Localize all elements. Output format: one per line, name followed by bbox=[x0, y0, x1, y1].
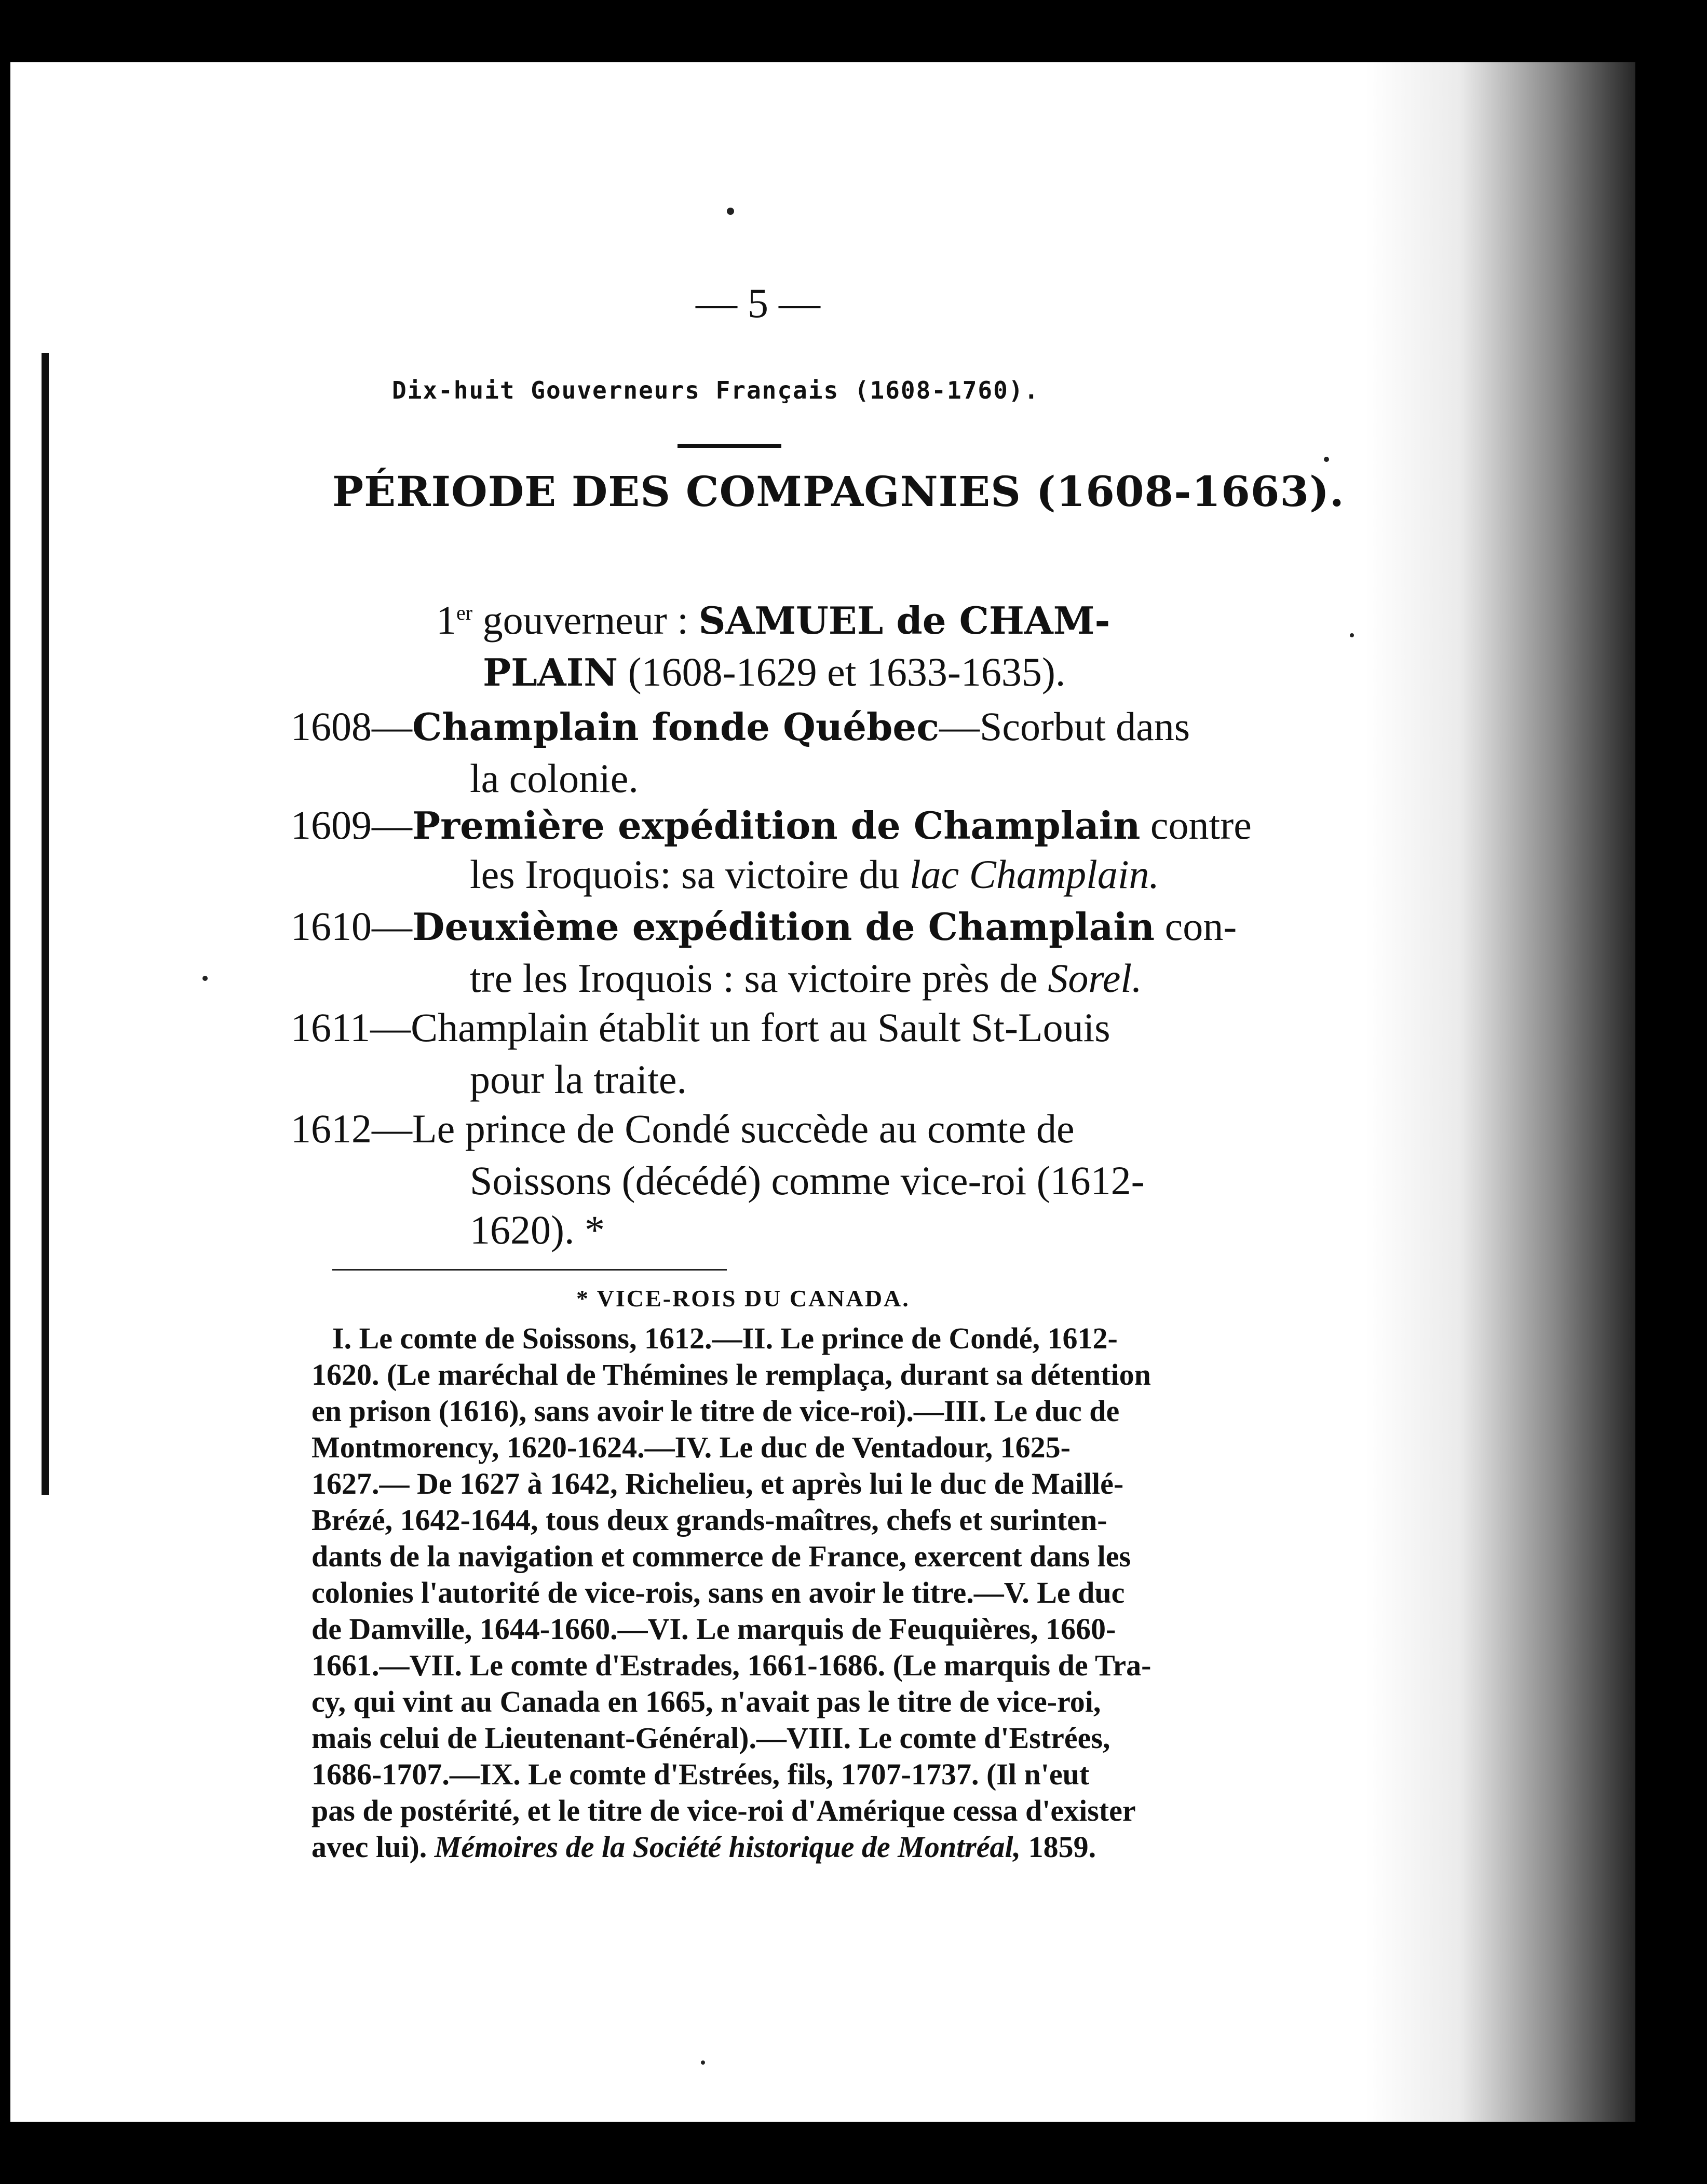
entry-bold: Première expédition de Champlain bbox=[412, 803, 1141, 848]
entry-1608-cont: la colonie. bbox=[470, 756, 639, 801]
scanned-page bbox=[10, 62, 1635, 2122]
entry-1610 bbox=[291, 903, 1237, 950]
footnote-line: mais celui de Lieutenant-Général).—VIII. Le comte d'Estrées, bbox=[311, 1721, 1110, 1755]
footnote-line: I. Le comte de Soissons, 1612.—II. Le prince de Condé, 1612- bbox=[332, 1321, 1118, 1355]
governor-label: gouverneur : bbox=[472, 597, 699, 643]
ordinal-suffix: er bbox=[456, 601, 473, 624]
entry-text: con- bbox=[1155, 904, 1237, 949]
ordinal-number: 1 bbox=[436, 597, 456, 643]
entry-text: les Iroquois: sa victoire du bbox=[470, 852, 910, 897]
entry-1611-cont: pour la traite. bbox=[470, 1057, 687, 1102]
entry-bold: Deuxième expédition de Champlain bbox=[412, 905, 1155, 949]
entry-1612-cont: Soissons (décédé) comme vice-roi (1612- bbox=[470, 1158, 1145, 1203]
entry-year: 1610— bbox=[291, 904, 412, 949]
running-head: Dix-huit Gouverneurs Français (1608-1760). bbox=[392, 376, 1040, 404]
entry-year: 1609— bbox=[291, 802, 412, 848]
footnote-line: 1661.—VII. Le comte d'Estrades, 1661-1686. (Le marquis de Tra- bbox=[311, 1648, 1151, 1682]
entry-1612-cont2: 1620). * bbox=[470, 1207, 605, 1252]
governor-line-2 bbox=[483, 649, 1065, 695]
entry-text: tre les Iroquois : sa victoire près de bbox=[470, 956, 1048, 1001]
governor-name-part1: SAMUEL de CHAM- bbox=[698, 598, 1110, 643]
footnote-line: 1620. (Le maréchal de Thémines le remplaça, durant sa détention bbox=[311, 1358, 1151, 1391]
footnote-year: 1859. bbox=[1021, 1830, 1096, 1864]
footnote-line: pas de postérité, et le titre de vice-roi d'Amérique cessa d'exister bbox=[311, 1794, 1136, 1827]
footnote-line: Brézé, 1642-1644, tous deux grands-maîtres, chefs et surinten- bbox=[311, 1503, 1107, 1537]
speck bbox=[727, 208, 734, 215]
entry-text: —Le prince de Condé succède au comte de bbox=[372, 1106, 1075, 1151]
footnote-line: de Damville, 1644-1660.—VI. Le marquis de Feuquières, 1660- bbox=[311, 1612, 1116, 1646]
left-margin-mark bbox=[42, 353, 49, 1495]
footnote-line: colonies l'autorité de vice-rois, sans en avoir le titre.—V. Le duc bbox=[311, 1576, 1125, 1609]
heading-rule bbox=[678, 444, 781, 448]
footnote-line: dants de la navigation et commerce de France, exercent dans les bbox=[311, 1539, 1131, 1573]
page-number: — 5 — bbox=[696, 281, 820, 326]
entry-1612 bbox=[291, 1105, 1075, 1152]
entry-1608 bbox=[291, 703, 1190, 750]
speck bbox=[1324, 457, 1329, 462]
governor-dates: (1608-1629 et 1633-1635). bbox=[618, 649, 1066, 694]
entry-1611 bbox=[291, 1004, 1110, 1051]
entry-italic: Sorel. bbox=[1048, 956, 1142, 1001]
speck bbox=[202, 976, 208, 981]
footnote-rule bbox=[332, 1269, 727, 1271]
governor-line-1 bbox=[436, 597, 1110, 644]
speck bbox=[701, 2060, 705, 2065]
footnote-source: Mémoires de la Société historique de Montréal, bbox=[434, 1830, 1021, 1864]
footnote-line: en prison (1616), sans avoir le titre de vice-roi).—III. Le duc de bbox=[311, 1394, 1120, 1428]
entry-italic: lac Champlain. bbox=[910, 852, 1159, 897]
entry-text: contre bbox=[1140, 802, 1252, 848]
binding-shadow bbox=[1365, 62, 1635, 2122]
footnote-title: * VICE-ROIS DU CANADA. bbox=[576, 1285, 910, 1312]
footnote-line: cy, qui vint au Canada en 1665, n'avait pas le titre de vice-roi, bbox=[311, 1685, 1101, 1718]
entry-bold: Champlain fonde Québec bbox=[412, 705, 940, 749]
footnote-line: Montmorency, 1620-1624.—IV. Le duc de Ventadour, 1625- bbox=[311, 1430, 1071, 1464]
section-heading: PÉRIODE DES COMPAGNIES (1608-1663). bbox=[332, 467, 1345, 516]
entry-1609 bbox=[291, 802, 1252, 849]
entry-1609-cont bbox=[470, 851, 1159, 898]
governor-name-part2: PLAIN bbox=[483, 650, 618, 694]
entry-text: —Scorbut dans bbox=[939, 704, 1190, 749]
footnote-line: 1627.— De 1627 à 1642, Richelieu, et après lui le duc de Maillé- bbox=[311, 1467, 1124, 1500]
footnote-line: 1686-1707.—IX. Le comte d'Estrées, fils, 1707-1737. (Il n'eut bbox=[311, 1757, 1090, 1791]
entry-text: —Champlain établit un fort au Sault St-Louis bbox=[370, 1005, 1110, 1050]
entry-1610-cont bbox=[470, 955, 1142, 1002]
entry-year: 1611 bbox=[291, 1005, 371, 1050]
entry-year: 1608— bbox=[291, 704, 412, 749]
footnote-last-line bbox=[311, 1830, 1096, 1864]
speck bbox=[1350, 633, 1354, 637]
footnote-text: avec lui). bbox=[311, 1830, 435, 1864]
entry-year: 1612 bbox=[291, 1106, 372, 1151]
